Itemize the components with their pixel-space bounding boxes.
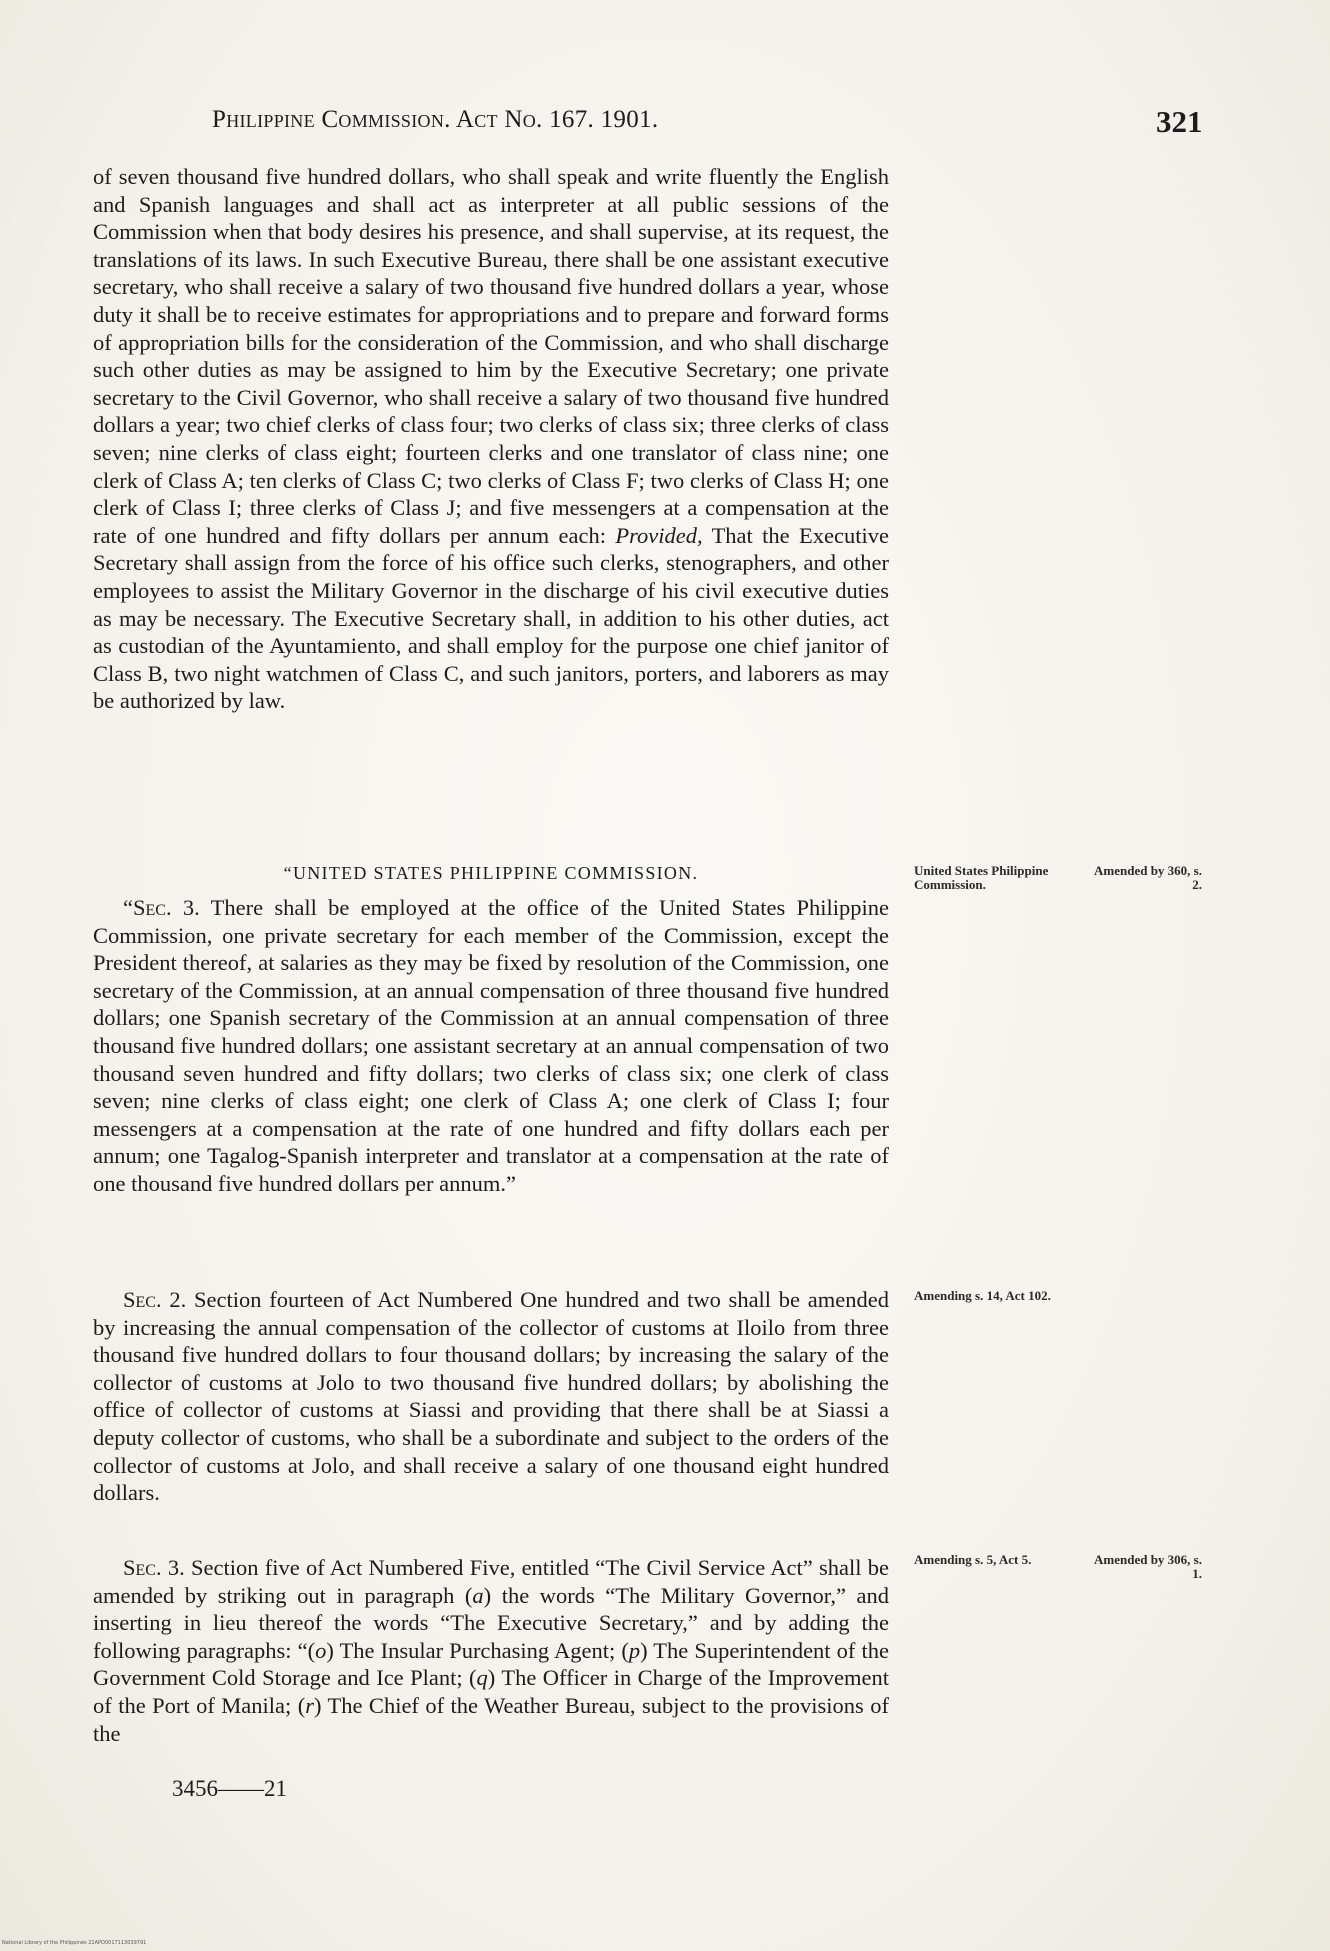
margin-note-amending-s5: Amending s. 5, Act 5. [914,1552,1032,1567]
section-text: Section five of Act Numbered Five, entitled “The Civil Service Act” shall be amended by striking out in paragraph ( [93,1555,890,1608]
section-text: ) The Insular Purchasing Agent; ( [326,1637,629,1663]
section-heading: “UNITED STATES PHILIPPINE COMMISSION. [283,863,699,883]
margin-note-amending-s14: Amending s. 14, Act 102. [914,1288,1051,1303]
section-text: ) The Officer in Charge of the Improvement of the Port of Manila; ( [93,1665,889,1718]
paragraph-executive-bureau [93,163,889,715]
section-label: Sec. 3. [123,1555,185,1580]
margin-note-amended-360: Amended by 360, s. 2. [1094,863,1202,892]
paragraph-letter: q [476,1665,488,1691]
section-text: ) The Chief of the Weather Bureau, subject to the provisions of the [93,1692,889,1746]
provided-keyword: Provided, [615,522,703,548]
section-text: There shall be employed at the office of the United States Philippine Commission, one private secretary for each member of the Commission, except the President thereof, at salaries as they may be fixed by resolution of the Commission, one secretary of the Commission, at an annual compensation of three thousand five hundred dollars; one Spanish secretary of the Commission at an annual compensation of three thousand five hundred dollars; one assistant secretary at an annual compensation of two thousand seven hundred and fifty dollars; two clerks of class six; one clerk of class seven; nine clerks of class eight; one clerk of Class A; one clerk of Class I; four messengers at a compensation at the rate of one hundred and fifty dollars each per annum; one Tagalog-Spanish interpreter and translator at a compensation at the rate of one thousand five hundred dollars per annum.” [93,895,889,1196]
paragraph-letter: a [472,1582,484,1608]
paragraph-text-continued: That the Executive Secretary shall assign from the force of his office such clerks, stenographers, and other employees to assist the Military Governor in the discharge of his civil executive duties as may be necessary. The Executive Secretary shall, in addition to his other duties, act as custodian of the Ayuntamiento, and shall employ for the purpose one chief janitor of Class B, two night watchmen of Class C, and such janitors, porters, and laborers as may be authorized by law. [93,522,889,714]
paragraph-letter: p [628,1637,641,1663]
page-number: 321 [1156,104,1203,139]
section-label: “Sec. 3. [123,895,200,920]
paragraph-sec-3-commission [93,894,889,1198]
margin-note-us-commission: United States Philippine Commission. [914,863,1049,892]
paragraph-letter: r [305,1692,314,1718]
printer-signature: 3456——21 [172,1776,287,1801]
paragraph-sec-2 [93,1286,889,1507]
library-credit: National Library of the Philippines 21APO0017113039791 [2,1940,147,1946]
margin-note-amended-306: Amended by 306, s. 1. [1094,1552,1202,1581]
paragraph-text: of seven thousand five hundred dollars, who shall speak and write fluently the English and Spanish languages and shall act as interpreter at all public sessions of the Commission when that body desires his presence, and shall supervise, at its request, the translations of its laws. In such Executive Bureau, there shall be one assistant executive secretary, who shall receive a salary of two thousand five hundred dollars a year, whose duty it shall be to receive estimates for appropriations and to prepare and forward forms of appropriation bills for the consideration of the Commission, and who shall discharge such other duties as may be assigned to him by the Executive Secretary; one private secretary to the Civil Governor, who shall receive a salary of two thousand five hundred dollars a year; two chief clerks of class four; two clerks of class six; three clerks of class seven; nine clerks of class eight; fourteen clerks and one translator of class nine; one clerk of Class A; ten clerks of Class C; two clerks of Class F; two clerks of Class H; one clerk of Class I; three clerks of Class J; and five messengers at a compensation at the rate of one hundred and fifty dollars per annum each: [93,164,889,548]
section-label: Sec. 2. [123,1287,187,1312]
paragraph-letter: o [315,1637,327,1663]
paragraph-sec-3-civil-service [93,1554,889,1747]
section-text: ) The Superintendent of the Government Cold Storage and Ice Plant; ( [93,1637,889,1691]
section-text: ) the words “The Military Governor,” and inserting in lieu thereof the words “The Executive Secretary,” and by adding the following paragraphs: “( [93,1582,890,1663]
running-head: Philippine Commission. Act No. 167. 1901. [212,106,659,133]
section-text: Section fourteen of Act Numbered One hundred and two shall be amended by increasing the annual compensation of the collector of customs at Iloilo from three thousand five hundred dollars to four thousand dollars; by increasing the salary of the collector of customs at Jolo to two thousand five hundred dollars; by abolishing the office of collector of customs at Siassi and providing that there shall be at Siassi a deputy collector of customs, who shall be a subordinate and subject to the orders of the collector of customs at Jolo, and shall receive a salary of one thousand eight hundred dollars. [93,1287,890,1506]
